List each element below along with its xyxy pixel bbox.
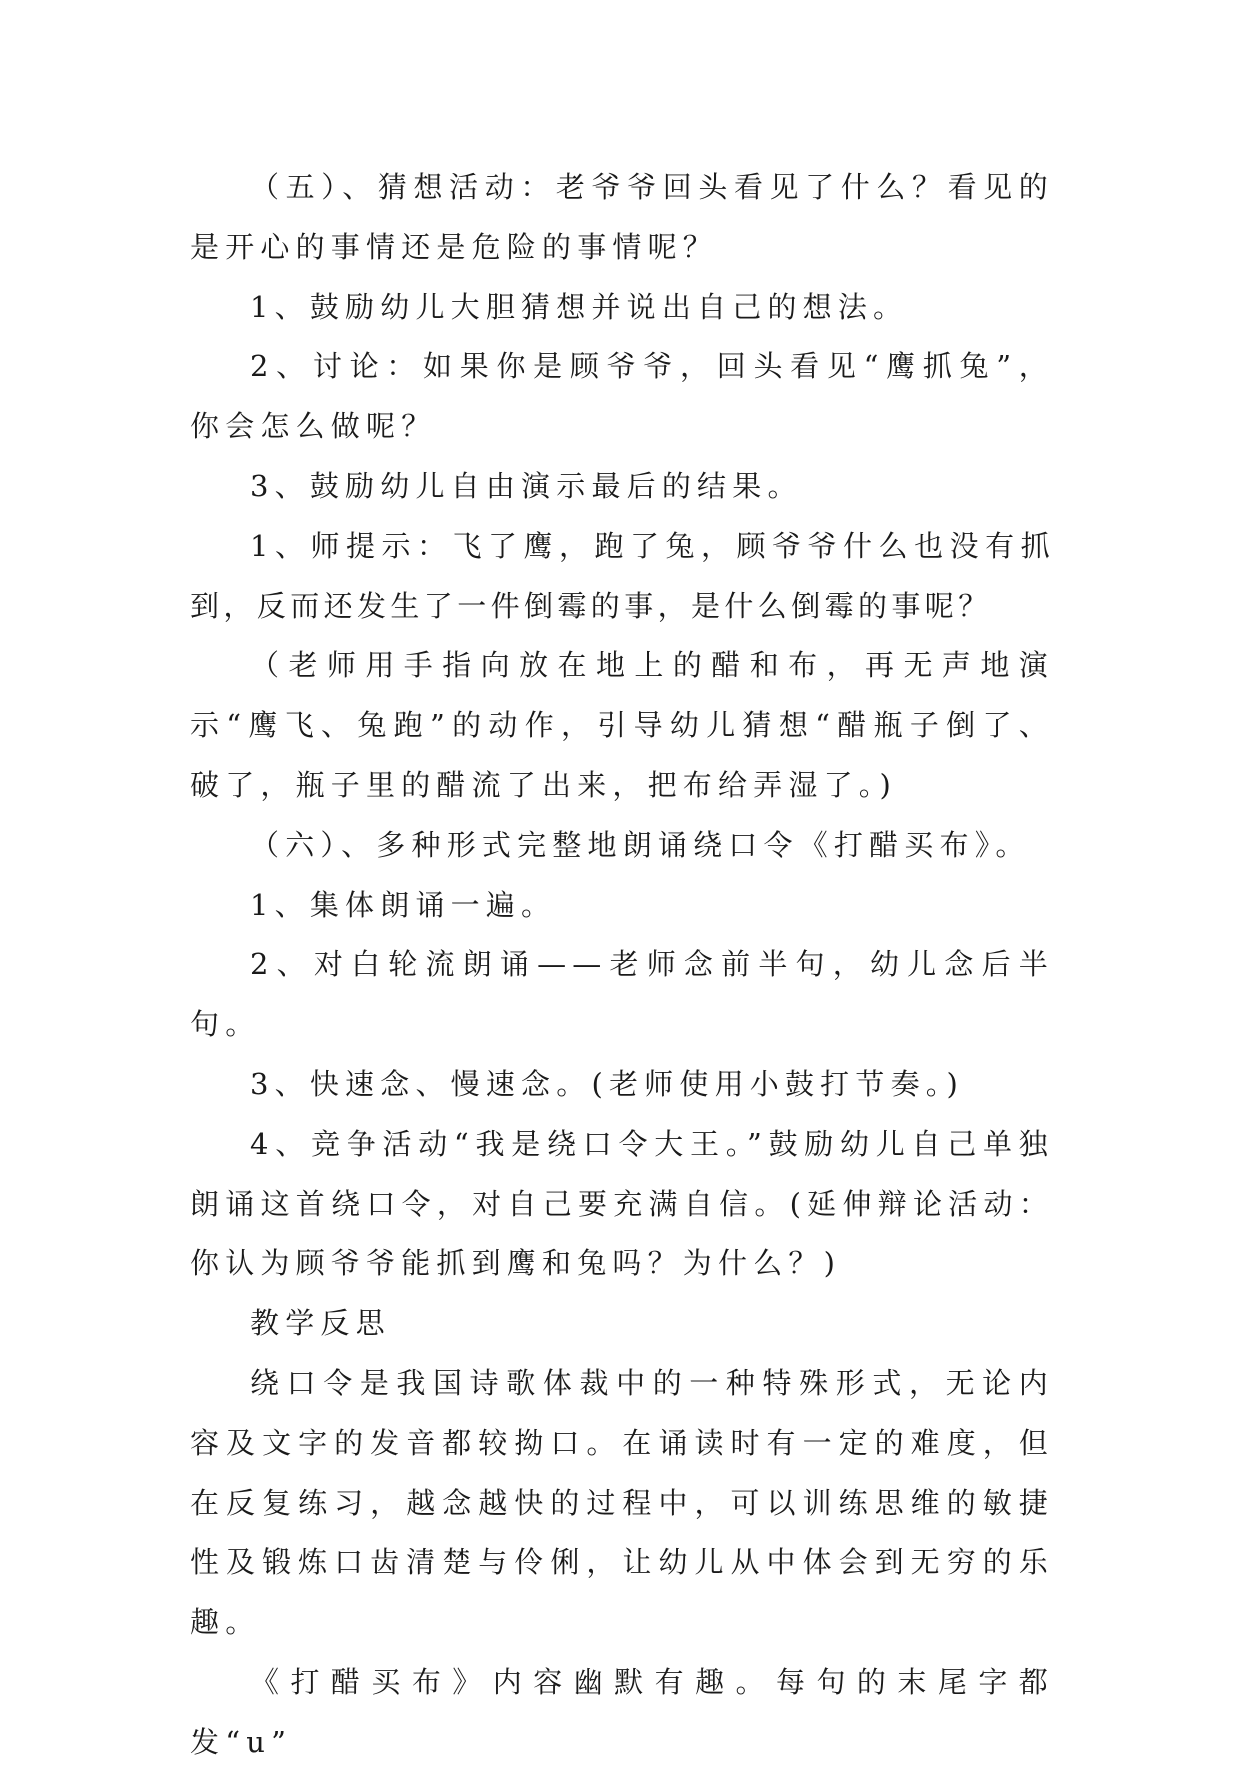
paragraph-reflection-body: 绕口令是我国诗歌体裁中的一种特殊形式，无论内容及文字的发音都较拗口。在诵读时有一定的难度，但在反复练习，越念越快的过程中，可以训练思维的敏捷性及锻炼口齿清楚与伶俐，让幼儿从中体会到无穷的乐趣。 [190,1365,1054,1640]
paragraph-step-3: 3、鼓励幼儿自由演示最后的结果。 [250,468,803,503]
document-page [190,158,1054,1773]
paragraph-step-2: 2、讨论：如果你是顾爷爷，回头看见“鹰抓兔”，你会怎么做呢？ [190,349,1054,444]
paragraph-teacher-demo: （老师用手指向放在地上的醋和布，再无声地演示“鹰飞、兔跑”的动作，引导幼儿猜想“醋瓶子倒了、破了，瓶子里的醋流了出来，把布给弄湿了。) [190,648,1054,802]
paragraph-recite-activity: （六）、多种形式完整地朗诵绕口令《打醋买布》。 [250,827,1031,862]
paragraph-recite-step-3: 3、快速念、慢速念。(老师使用小鼓打节奏。) [250,1066,964,1101]
paragraph-step-1: 1、鼓励幼儿大胆猜想并说出自己的想法。 [250,289,909,324]
paragraph-teacher-hint: 1、师提示：飞了鹰，跑了兔，顾爷爷什么也没有抓到，反而还发生了一件倒霉的事，是什么倒霉的事呢？ [190,528,1054,623]
paragraph-guess-activity: （五）、猜想活动：老爷爷回头看见了什么？看见的是开心的事情还是危险的事情呢？ [190,170,1054,264]
paragraph-recite-step-2: 2、对白轮流朗诵——老师念前半句，幼儿念后半句。 [190,947,1054,1042]
paragraph-recite-step-1: 1、集体朗诵一遍。 [250,887,557,922]
section-heading-reflection: 教学反思 [250,1306,391,1341]
paragraph-recite-step-4: 4、竞争活动“我是绕口令大王。”鼓励幼儿自己单独朗诵这首绕口令，对自己要充满自信。(延伸辩论活动：你认为顾爷爷能抓到鹰和兔吗？为什么？) [190,1126,1054,1281]
paragraph-reflection-continued: 《打醋买布》内容幽默有趣。每句的末尾字都发“u” [190,1664,1054,1759]
